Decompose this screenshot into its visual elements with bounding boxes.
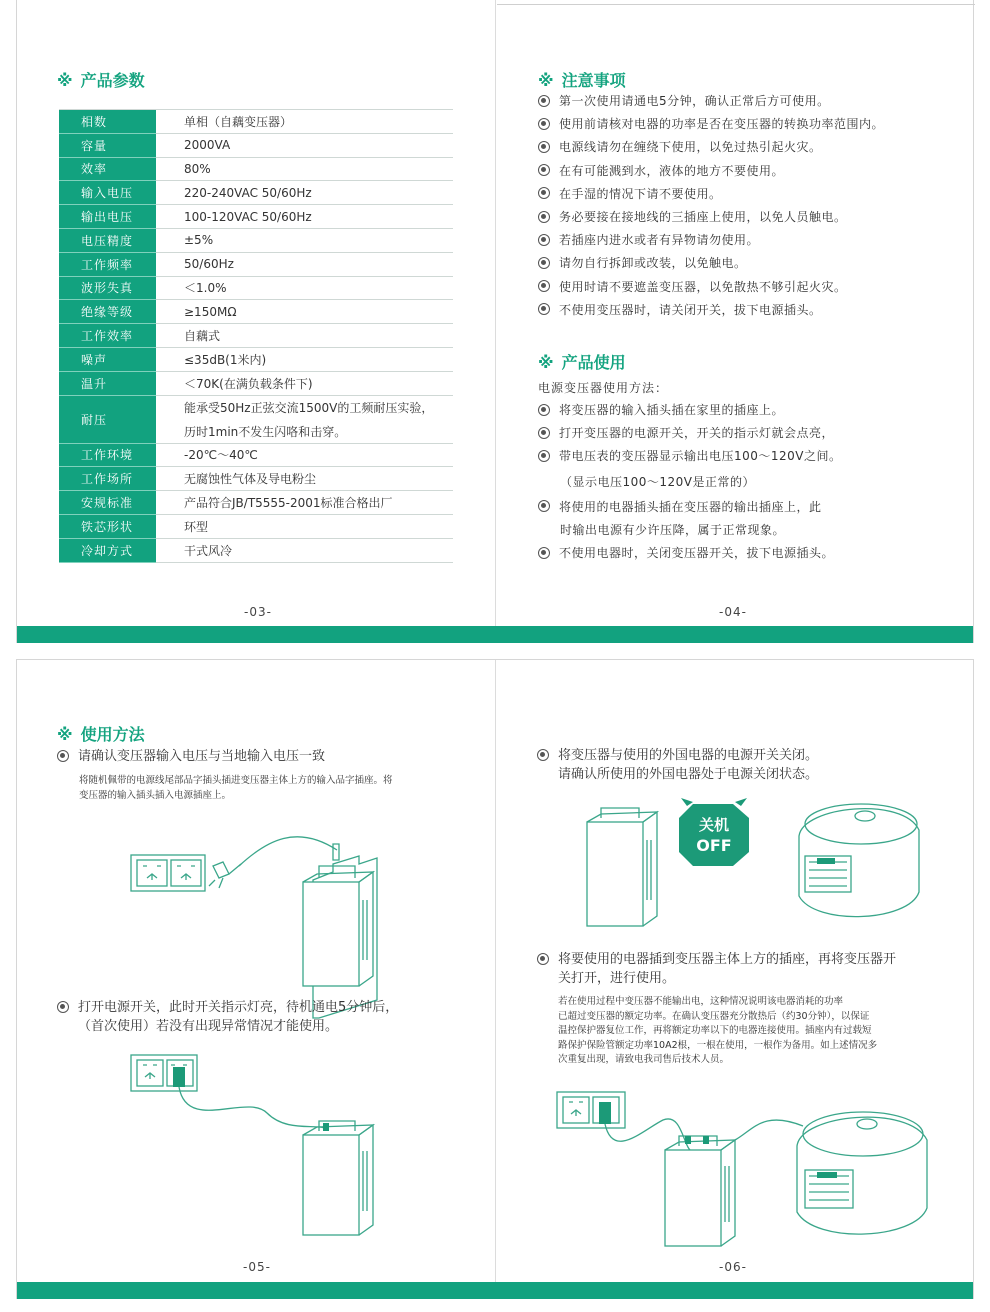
spec-table (59, 109, 453, 563)
spec-label: 工作频率 (59, 252, 156, 276)
spec-label: 绝缘等级 (59, 300, 156, 324)
list-item: 电源线请勿在缠绕下使用，以免过热引起火灾。 (538, 135, 958, 158)
power-cord (179, 1087, 327, 1129)
table-row (59, 110, 453, 134)
table-row (59, 157, 453, 181)
spec-value: ≥150MΩ (156, 300, 453, 324)
spec-label: 电压精度 (59, 228, 156, 252)
plugged-plug-icon (173, 1067, 185, 1087)
page-number-04: -04- (719, 605, 747, 619)
notes-list (538, 89, 958, 321)
page-fold (495, 660, 496, 1299)
table-row (59, 133, 453, 157)
circle-bullet-icon (538, 500, 550, 512)
table-row (59, 467, 453, 491)
circle-bullet-icon (538, 303, 550, 315)
list-item: 打开变压器的电源开关，开关的指示灯就会点亮， (538, 421, 958, 444)
appliance-cord (735, 1120, 803, 1140)
circle-bullet-icon (538, 211, 550, 223)
spec-value: ≤35dB(1米内) (156, 347, 453, 371)
table-row (59, 300, 453, 324)
circle-bullet-icon (538, 234, 550, 246)
list-item: 将变压器的输入插头插在家里的插座上。 (538, 398, 958, 421)
section-title-howto: ※ 使用方法 (57, 725, 145, 744)
transformer-icon (587, 808, 657, 926)
table-row (59, 395, 453, 443)
spec-label: 安规标准 (59, 491, 156, 515)
list-item: 使用前请核对电器的功率是否在变压器的转换功率范围内。 (538, 112, 958, 135)
illustration-switch-on (127, 1053, 377, 1243)
spec-label: 工作场所 (59, 467, 156, 491)
spec-value: 100-120VAC 50/60Hz (156, 205, 453, 229)
spec-value: 能承受50Hz正弦交流1500V的工频耐压实验， 历时1min不发生闪咯和击穿。 (156, 395, 453, 443)
usage-intro: 电源变压器使用方法： (538, 381, 669, 395)
circle-bullet-icon (537, 953, 549, 965)
spec-value: 干式风冷 (156, 538, 453, 562)
off-badge-icon (679, 798, 749, 866)
top-rule (497, 4, 975, 5)
spec-value: 220-240VAC 50/60Hz (156, 181, 453, 205)
list-item: 在有可能溅到水，液体的地方不要使用。 (538, 159, 958, 182)
spec-label: 温升 (59, 371, 156, 395)
power-cord (239, 837, 337, 866)
reference-mark-icon: ※ (57, 71, 73, 90)
spec-label: 容量 (59, 133, 156, 157)
spec-label: 工作环境 (59, 443, 156, 467)
spec-label: 输入电压 (59, 181, 156, 205)
spec-label: 冷却方式 (59, 538, 156, 562)
table-row (59, 228, 453, 252)
circle-bullet-icon (538, 257, 550, 269)
circle-bullet-icon (538, 547, 550, 559)
list-item: 第一次使用请通电5分钟，确认正常后方可使用。 (538, 89, 958, 112)
plugged-plug-icon (599, 1102, 611, 1124)
section-title-specs: ※ 产品参数 (57, 71, 145, 90)
spec-value: 无腐蚀性气体及导电粉尘 (156, 467, 453, 491)
illustration-connected (553, 1090, 933, 1250)
spec-label: 输出电压 (59, 205, 156, 229)
transformer-icon (665, 1136, 735, 1246)
page-number-05: -05- (243, 1260, 271, 1274)
reference-mark-icon: ※ (538, 71, 554, 90)
circle-bullet-icon (538, 404, 550, 416)
circle-bullet-icon (538, 280, 550, 292)
list-item: 在手湿的情况下请不要使用。 (538, 182, 958, 205)
illustration-power-off (583, 796, 923, 936)
spread-top (16, 0, 974, 643)
circle-bullet-icon (538, 118, 550, 130)
spec-value: 自藕式 (156, 324, 453, 348)
spec-value: ±5% (156, 228, 453, 252)
list-item: 若插座内进水或者有异物请勿使用。 (538, 228, 958, 251)
list-item: 不使用电器时，关闭变压器开关，拔下电源插头。 (538, 541, 958, 564)
spec-value: 80% (156, 157, 453, 181)
list-item: 使用时请不要遮盖变压器，以免散热不够引起火灾。 (538, 275, 958, 298)
list-item: 将使用的电器插头插在变压器的输出插座上，此 (538, 495, 958, 518)
howto-step-2: 打开电源开关，此时开关指示灯亮，待机通电5分钟后， （首次使用）若没有出现异常情况才能使用。 (57, 998, 398, 1036)
rice-cooker-icon (799, 804, 919, 917)
table-row (59, 347, 453, 371)
spec-value: 单相（自藕变压器） (156, 110, 453, 134)
table-row (59, 491, 453, 515)
reference-mark-icon: ※ (538, 353, 554, 372)
circle-bullet-icon (537, 749, 549, 761)
spec-value: ＜70K(在满负载条件下) (156, 371, 453, 395)
section-title-usage: ※ 产品使用 (538, 353, 626, 372)
table-row (59, 276, 453, 300)
page-number-06: -06- (719, 1260, 747, 1274)
spec-label: 效率 (59, 157, 156, 181)
rice-cooker-icon (797, 1112, 927, 1234)
table-row (59, 514, 453, 538)
circle-bullet-icon (538, 164, 550, 176)
list-item: 务必要接在接地线的三插座上使用，以免人员触电。 (538, 205, 958, 228)
plug-icon (209, 862, 241, 888)
circle-bullet-icon (538, 187, 550, 199)
table-row (59, 205, 453, 229)
list-item: 不使用变压器时，请关闭开关，拔下电源插头。 (538, 298, 958, 321)
spread-bottom (16, 659, 974, 1299)
usage-steps-list (538, 398, 958, 564)
transformer-icon (303, 856, 377, 1018)
transformer-icon (303, 1121, 373, 1235)
table-row (59, 538, 453, 562)
badge-label-en: OFF (696, 836, 732, 855)
table-row (59, 324, 453, 348)
footer-green-bar (17, 1282, 973, 1299)
list-item: （显示电压100～120V是正常的） (560, 474, 756, 489)
circle-bullet-icon (538, 450, 550, 462)
p06-step-2-desc: 若在使用过程中变压器不能输出电，这种情况说明该电器消耗的功率 已超过变压器的额定功率。在确认变压器充分散热后（约30分钟），以保证 温控保护器复位工作，再将额定功率以下的电器连接使用。插座内有过载短 路保护保险管额定功率10A2根，一根在使用，一根作为备用。如上述情况多 次重复出现，请致电我司售后技术人员。 (558, 996, 878, 1065)
circle-bullet-icon (538, 141, 550, 153)
circle-bullet-icon (57, 750, 69, 762)
spec-label: 噪声 (59, 347, 156, 371)
spec-label: 工作效率 (59, 324, 156, 348)
page-number-03: -03- (244, 605, 272, 619)
section-title-notes: ※ 注意事项 (538, 71, 626, 90)
spec-value: ＜1.0% (156, 276, 453, 300)
howto-step-1-desc: 将随机佩带的电源线尾部品字插头插进变压器主体上方的输入品字插座。将 变压器的输入插头插入电源插座上。 (79, 775, 393, 801)
table-row (59, 371, 453, 395)
table-row (59, 443, 453, 467)
reference-mark-icon: ※ (57, 725, 73, 744)
spec-label: 铁芯形状 (59, 514, 156, 538)
p06-step-1: 将变压器与使用的外国电器的电源开关关闭。 请确认所使用的外国电器处于电源关闭状态。 (537, 746, 818, 784)
list-item: 请勿自行拆卸或改装，以免触电。 (538, 251, 958, 274)
page-fold (495, 0, 496, 643)
circle-bullet-icon (538, 95, 550, 107)
circle-bullet-icon (538, 427, 550, 439)
spec-value: 2000VA (156, 133, 453, 157)
spec-label: 耐压 (59, 395, 156, 443)
spec-value: 50/60Hz (156, 252, 453, 276)
table-row (59, 252, 453, 276)
list-item: 时输出电源有少许压降，属于正常现象。 (560, 522, 786, 537)
illustration-plug-into-transformer (127, 830, 377, 985)
list-item: 带电压表的变压器显示输出电压100～120V之间。 (538, 444, 958, 467)
howto-step-1: 请确认变压器输入电压与当地输入电压一致 (57, 747, 325, 766)
table-row (59, 181, 453, 205)
spec-label: 相数 (59, 110, 156, 134)
spec-label: 波形失真 (59, 276, 156, 300)
badge-label-cn: 关机 (698, 816, 730, 834)
spec-value: 产品符合JB/T5555-2001标准合格出厂 (156, 491, 453, 515)
p06-step-2: 将要使用的电器插到变压器主体上方的插座，再将变压器开 关打开，进行使用。 (537, 950, 896, 988)
footer-green-bar (17, 626, 973, 643)
circle-bullet-icon (57, 1001, 69, 1013)
spec-value: -20℃～40℃ (156, 443, 453, 467)
spec-value: 环型 (156, 514, 453, 538)
